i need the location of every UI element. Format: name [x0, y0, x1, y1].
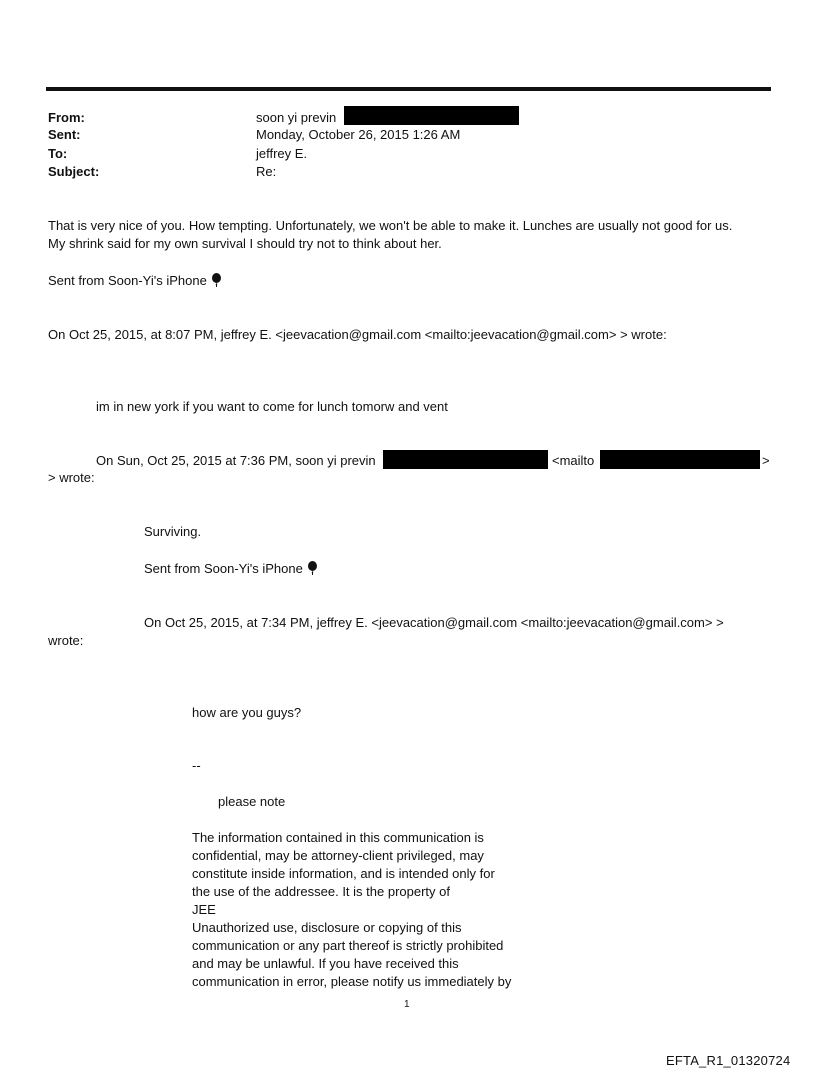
quote2-mailto: <mailto	[552, 453, 595, 468]
redaction-block	[344, 106, 519, 125]
quote1-body: im in new york if you want to come for lunch tomorw and vent	[96, 399, 448, 414]
disclaimer-line: communication in error, please notify us immediately by	[192, 974, 512, 989]
balloon-pin-icon	[307, 561, 318, 575]
disclaimer-line: communication or any part thereof is strictly prohibited	[192, 938, 504, 953]
quote2-wrote: > wrote:	[48, 470, 95, 485]
subject-label: Subject:	[48, 164, 100, 179]
to-label: To:	[48, 146, 68, 161]
redaction-block	[383, 450, 548, 469]
quote3-attribution: On Oct 25, 2015, at 7:34 PM, jeffrey E. <jeevacation@gmail.com <mailto:jeevacation@gmail.com> >	[144, 615, 724, 630]
disclaimer-line: constitute inside information, and is intended only for	[192, 866, 495, 881]
sent-value: Monday, October 26, 2015 1:26 AM	[256, 127, 461, 142]
note-heading: please note	[218, 794, 286, 809]
from-value: soon yi previn	[256, 110, 337, 125]
reply-line-1: That is very nice of you. How tempting. Unfortunately, we won't be able to make it. Lunches are usually not good for us.	[48, 218, 733, 233]
disclaimer-line: JEE	[192, 902, 216, 917]
disclaimer-line: and may be unlawful. If you have received this	[192, 956, 459, 971]
quote2-attribution: On Sun, Oct 25, 2015 at 7:36 PM, soon yi previn	[96, 453, 376, 468]
redaction-block	[600, 450, 760, 469]
quote2-body: Surviving.	[144, 524, 202, 539]
balloon-pin-icon	[211, 273, 222, 287]
header-rule	[46, 87, 771, 91]
sent-label: Sent:	[48, 127, 81, 142]
quote2-signature	[144, 560, 318, 577]
quote2-close-bracket: >	[762, 453, 770, 468]
reply-signature	[48, 272, 222, 289]
signature-text: Sent from Soon-Yi's iPhone	[48, 273, 207, 288]
from-label: From:	[48, 110, 85, 125]
page-number: 1	[404, 999, 410, 1010]
document-id: EFTA_R1_01320724	[666, 1053, 791, 1068]
quote3-wrote: wrote:	[48, 633, 84, 648]
signature-separator: --	[192, 758, 201, 773]
quote3-body: how are you guys?	[192, 705, 302, 720]
to-value: jeffrey E.	[256, 146, 308, 161]
disclaimer-line: confidential, may be attorney-client privileged, may	[192, 848, 484, 863]
subject-value: Re:	[256, 164, 277, 179]
reply-line-2: My shrink said for my own survival I should try not to think about her.	[48, 236, 442, 251]
disclaimer-line: the use of the addressee. It is the property of	[192, 884, 450, 899]
disclaimer-line: Unauthorized use, disclosure or copying of this	[192, 920, 462, 935]
disclaimer-line: The information contained in this communication is	[192, 830, 484, 845]
quote1-attribution: On Oct 25, 2015, at 8:07 PM, jeffrey E. <jeevacation@gmail.com <mailto:jeevacation@gmail.com> > wrote:	[48, 327, 667, 342]
signature-text: Sent from Soon-Yi's iPhone	[144, 561, 303, 576]
